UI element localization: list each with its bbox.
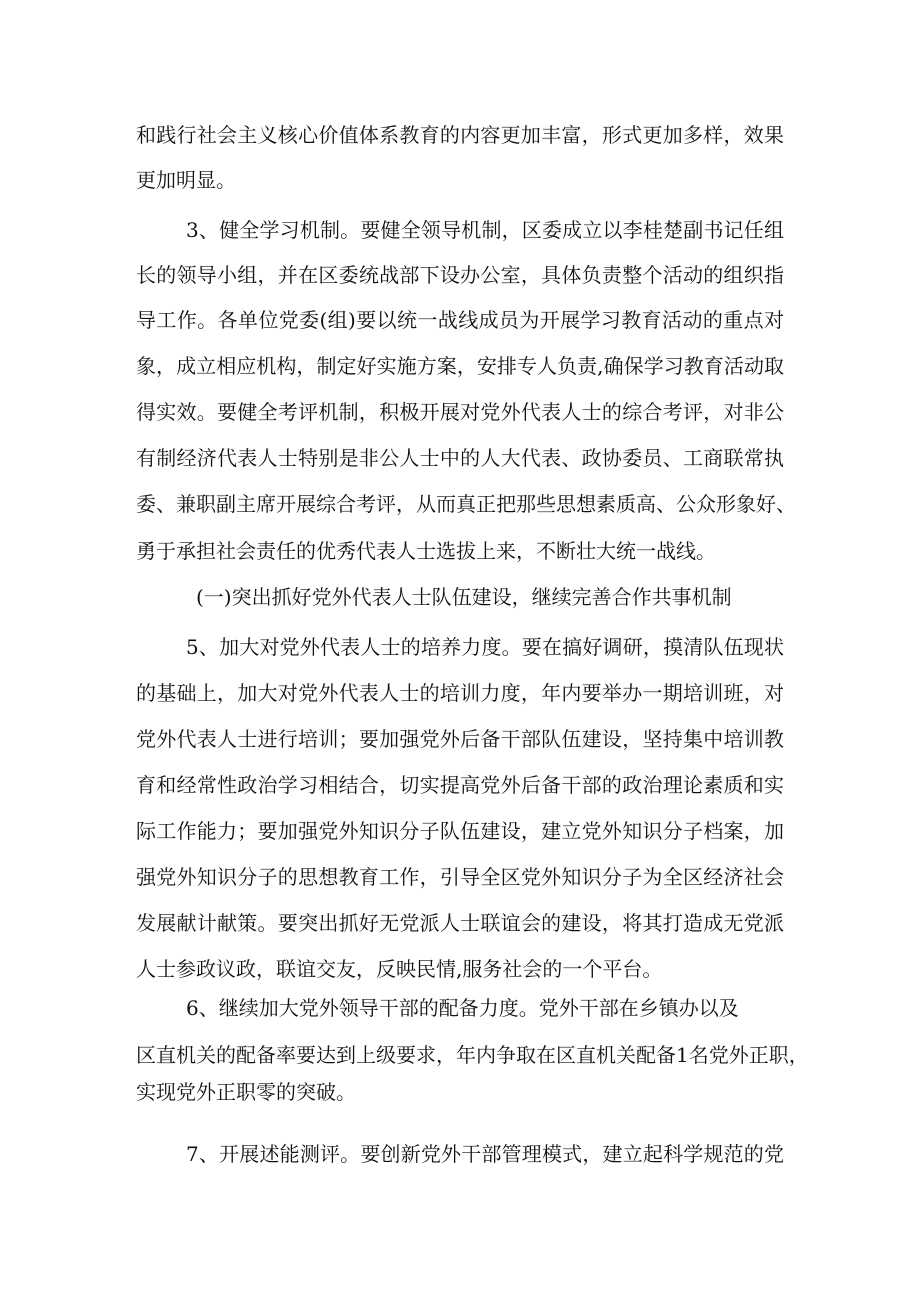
text-line: 实现党外正职零的突破。 — [136, 1080, 356, 1104]
text-line: 勇于承担社会责任的优秀代表人士选拔上来，不断壮大统一战线。 — [136, 539, 716, 563]
text-line: 党外代表人士进行培训；要加强党外后备干部队伍建设，坚持集中培训教 — [136, 727, 784, 751]
text-line: 3、健全学习机制。要健全领导机制，区委成立以李桂楚副书记任组 — [186, 218, 784, 242]
text-line: 发展献计献策。要突出抓好无党派人士联谊会的建设，将其打造成无党派 — [136, 911, 784, 935]
text-line: 区直机关的配备率要达到上级要求，年内争取在区直机关配备1名党外正职， — [136, 1043, 809, 1067]
text-line: 强党外知识分子的思想教育工作，引导全区党外知识分子为全区经济社会 — [136, 865, 784, 889]
text-line: 得实效。要健全考评机制，积极开展对党外代表人士的综合考评，对非公 — [136, 400, 784, 424]
text-line: 际工作能力；要加强党外知识分子队伍建设，建立党外知识分子档案，加 — [136, 819, 784, 843]
text-line: 象，成立相应机构，制定好实施方案，安排专人负责,确保学习教育活动取 — [136, 354, 784, 378]
section-heading: (一)突出抓好党外代表人士队伍建设，继续完善合作共事机制 — [196, 585, 732, 609]
text-line: 更加明显。 — [136, 168, 236, 192]
text-line: 导工作。各单位党委(组)要以统一战线成员为开展学习教育活动的重点对 — [136, 308, 784, 332]
text-line: 长的领导小组，并在区委统战部下设办公室，具体负责整个活动的组织指 — [136, 263, 784, 287]
text-line: 有制经济代表人士特别是非公人士中的人大代表、政协委员、工商联常执 — [136, 446, 784, 470]
text-line: 育和经常性政治学习相结合，切实提高党外后备干部的政治理论素质和实 — [136, 773, 784, 797]
text-line: 的基础上，加大对党外代表人士的培训力度，年内要举办一期培训班，对 — [136, 681, 784, 705]
text-line: 7、开展述能测评。要创新党外干部管理模式，建立起科学规范的党 — [186, 1142, 784, 1166]
text-line: 6、继续加大党外领导干部的配备力度。党外干部在乡镇办以及 — [186, 996, 739, 1020]
text-line: 和践行社会主义核心价值体系教育的内容更加丰富，形式更加多样，效果 — [136, 123, 784, 147]
text-line: 委、兼职副主席开展综合考评，从而真正把那些思想素质高、公众形象好、 — [136, 492, 796, 516]
text-line: 人士参政议政，联谊交友，反映民情,服务社会的一个平台。 — [136, 957, 663, 981]
text-line: 5、加大对党外代表人士的培养力度。要在搞好调研，摸清队伍现状 — [186, 635, 784, 659]
